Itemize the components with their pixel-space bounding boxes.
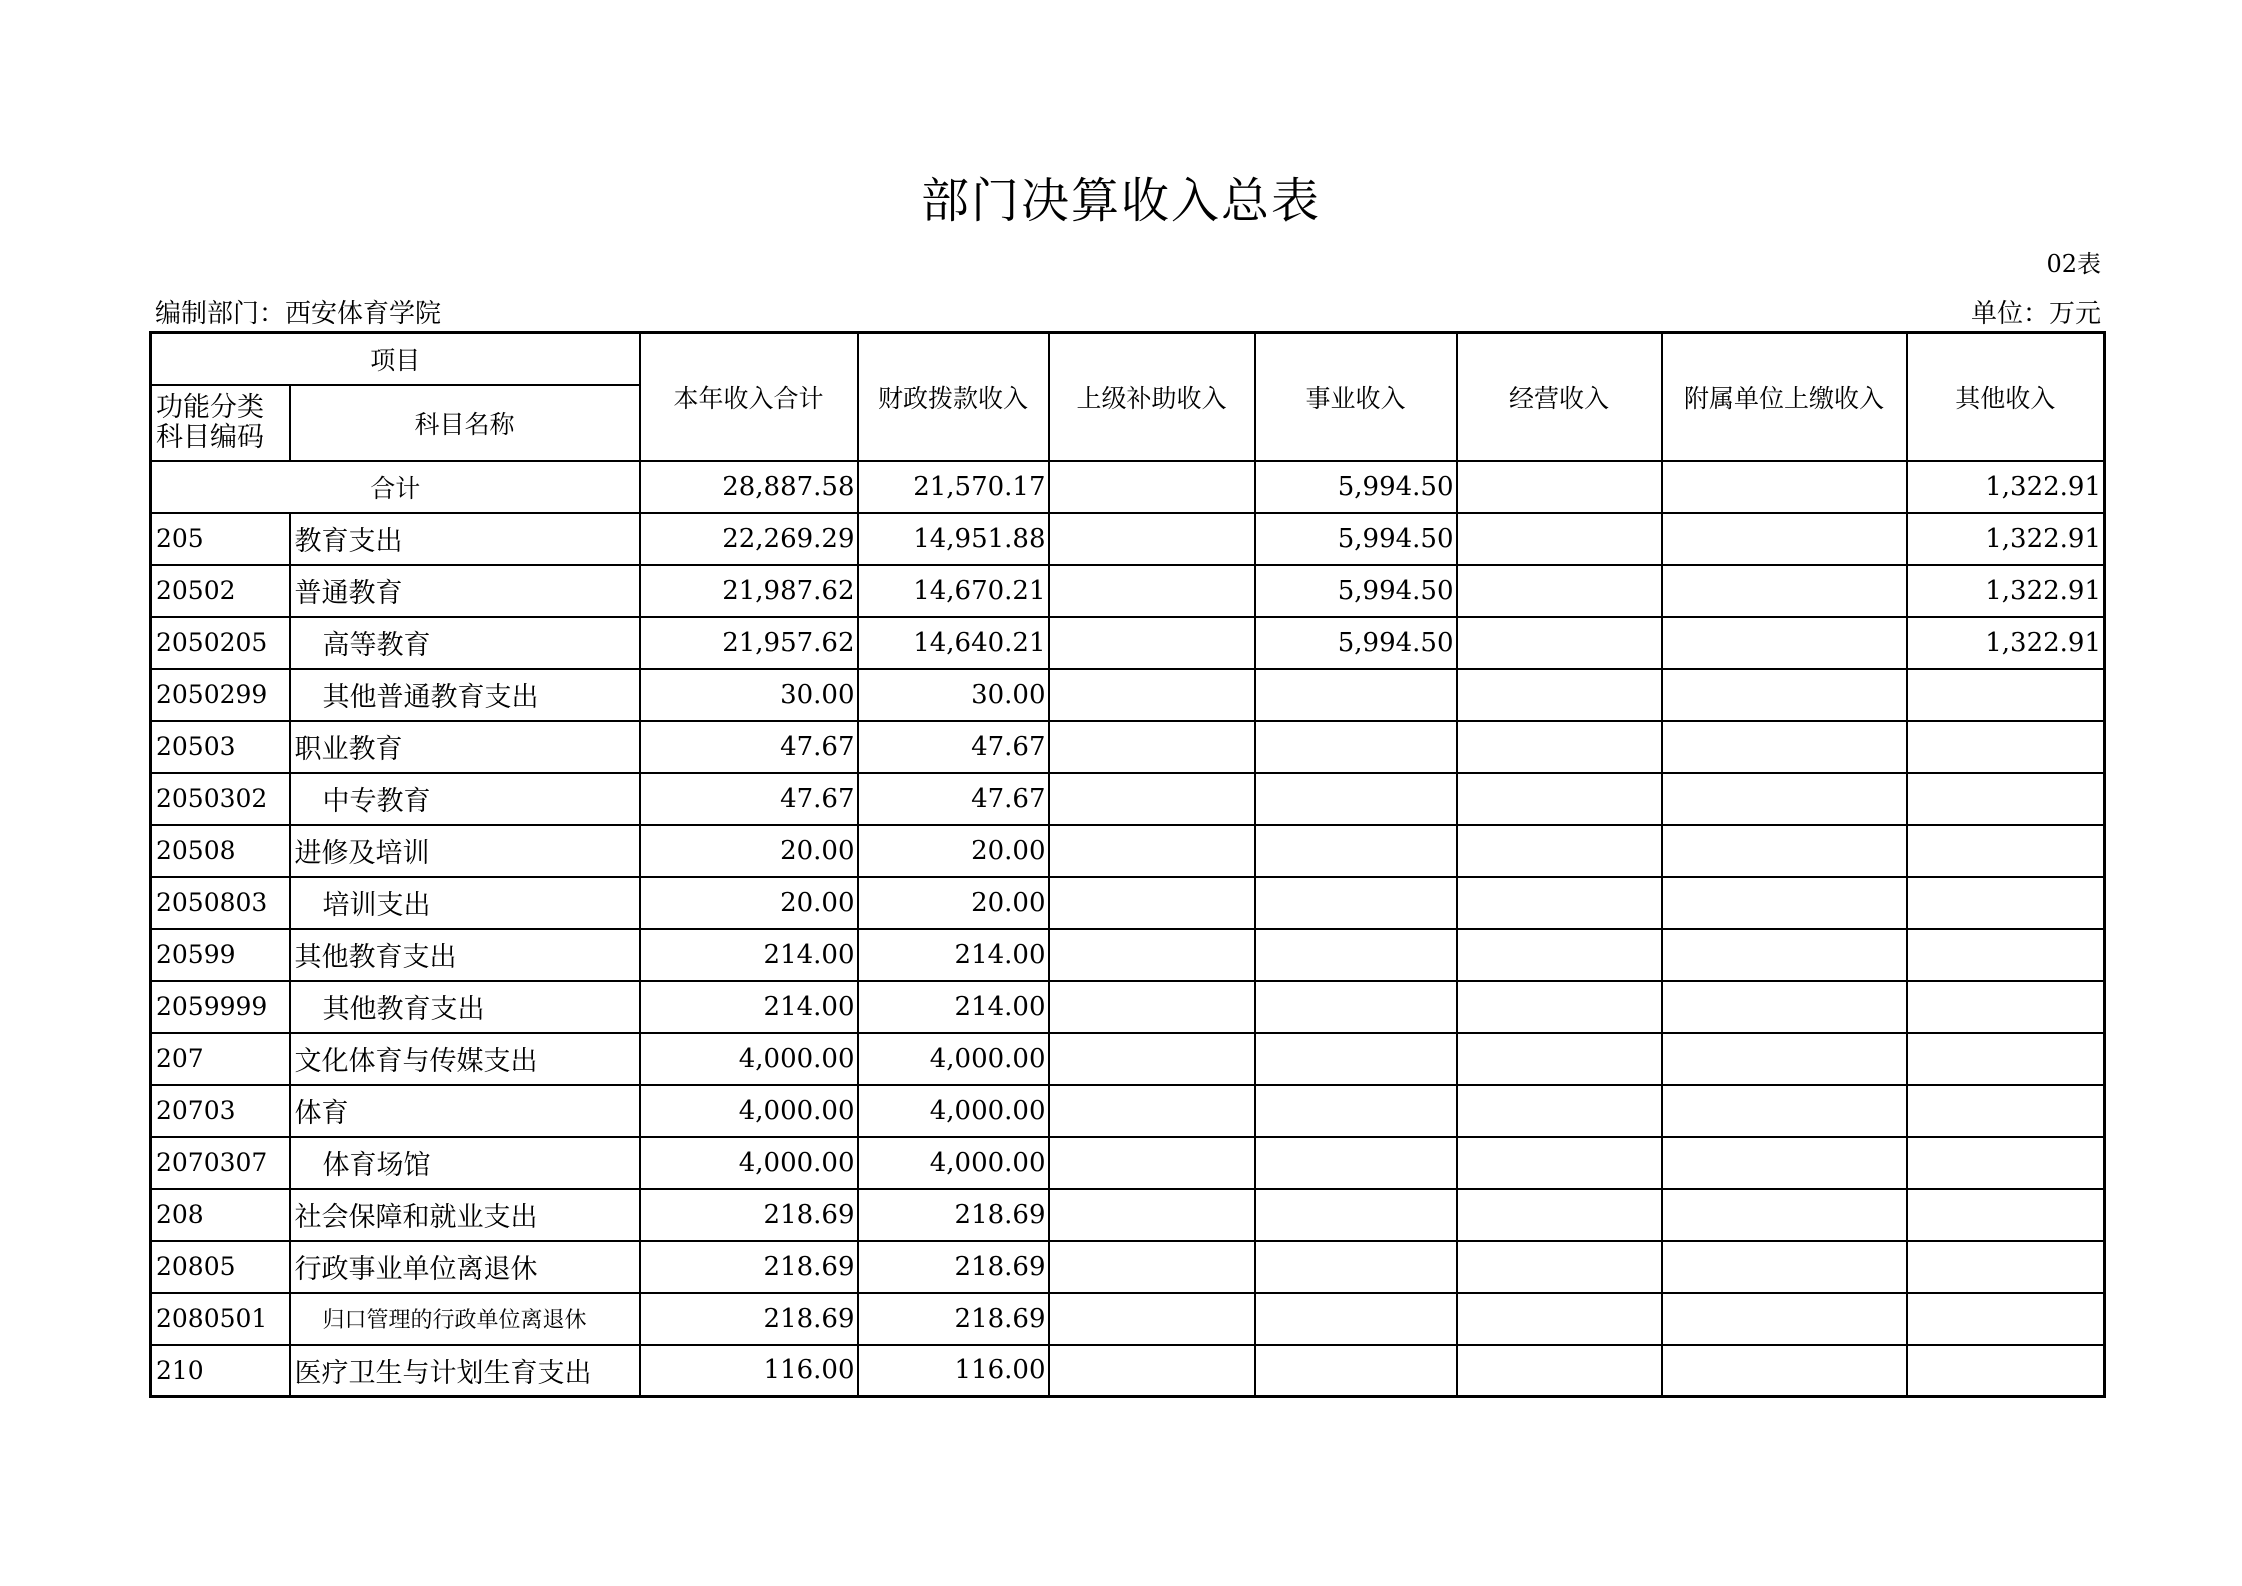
subject-name: 进修及培训 xyxy=(290,825,640,877)
cell-operating xyxy=(1457,877,1662,929)
header-superior: 上级补助收入 xyxy=(1049,333,1255,461)
cell-fiscal: 214.00 xyxy=(858,981,1049,1033)
cell-total: 218.69 xyxy=(640,1189,858,1241)
header-other: 其他收入 xyxy=(1907,333,2105,461)
subject-code: 207 xyxy=(151,1033,290,1085)
unit-label: 单位：万元 xyxy=(1970,299,2101,329)
table-row xyxy=(151,1293,2105,1345)
cell-fiscal: 14,670.21 xyxy=(858,565,1049,617)
table-row xyxy=(151,773,2105,825)
header-item: 项目 xyxy=(151,333,640,385)
cell-operating xyxy=(1457,1293,1662,1345)
cell-other xyxy=(1907,1033,2105,1085)
cell-superior xyxy=(1049,825,1255,877)
cell-other: 1,322.91 xyxy=(1907,617,2105,669)
subject-name: 行政事业单位离退休 xyxy=(290,1241,640,1293)
cell-superior xyxy=(1049,721,1255,773)
table-row xyxy=(151,565,2105,617)
sum-row xyxy=(151,461,2105,513)
cell-affiliated xyxy=(1662,721,1907,773)
cell-business xyxy=(1255,721,1457,773)
cell-business xyxy=(1255,929,1457,981)
cell-affiliated xyxy=(1662,929,1907,981)
cell-operating xyxy=(1457,565,1662,617)
cell-total: 116.00 xyxy=(640,1345,858,1397)
cell-total: 214.00 xyxy=(640,929,858,981)
subject-code: 20599 xyxy=(151,929,290,981)
header-func-code xyxy=(151,385,290,461)
header-business: 事业收入 xyxy=(1255,333,1457,461)
cell-affiliated xyxy=(1662,1085,1907,1137)
cell-fiscal: 20.00 xyxy=(858,877,1049,929)
cell-business xyxy=(1255,1345,1457,1397)
cell-other xyxy=(1907,825,2105,877)
subject-name: 文化体育与传媒支出 xyxy=(290,1033,640,1085)
cell-affiliated xyxy=(1662,1137,1907,1189)
cell-fiscal: 47.67 xyxy=(858,721,1049,773)
cell-superior xyxy=(1049,929,1255,981)
cell-operating xyxy=(1457,1033,1662,1085)
subject-code: 2050803 xyxy=(151,877,290,929)
cell-other xyxy=(1907,1085,2105,1137)
cell-total: 47.67 xyxy=(640,721,858,773)
cell-fiscal: 47.67 xyxy=(858,773,1049,825)
subject-code: 2050302 xyxy=(151,773,290,825)
subject-name: 体育 xyxy=(290,1085,640,1137)
header-operating: 经营收入 xyxy=(1457,333,1662,461)
subject-code: 210 xyxy=(151,1345,290,1397)
table-row xyxy=(151,1345,2105,1397)
subject-name: 其他教育支出 xyxy=(290,981,640,1033)
table-row xyxy=(151,1189,2105,1241)
cell-superior xyxy=(1049,1085,1255,1137)
table-row xyxy=(151,877,2105,929)
subject-name: 体育场馆 xyxy=(290,1137,640,1189)
cell-affiliated xyxy=(1662,1241,1907,1293)
subject-name: 其他教育支出 xyxy=(290,929,640,981)
cell-superior xyxy=(1049,1293,1255,1345)
cell-fiscal: 214.00 xyxy=(858,929,1049,981)
table-row xyxy=(151,981,2105,1033)
cell-operating xyxy=(1457,929,1662,981)
cell-other xyxy=(1907,877,2105,929)
cell-superior xyxy=(1049,877,1255,929)
cell-total: 21,987.62 xyxy=(640,565,858,617)
cell-operating xyxy=(1457,981,1662,1033)
sum-affiliated xyxy=(1662,461,1907,513)
cell-superior xyxy=(1049,565,1255,617)
header-func-code-line1: 功能分类 xyxy=(156,391,264,423)
cell-fiscal: 30.00 xyxy=(858,669,1049,721)
cell-other xyxy=(1907,721,2105,773)
sum-fiscal: 21,570.17 xyxy=(858,461,1049,513)
cell-operating xyxy=(1457,773,1662,825)
cell-superior xyxy=(1049,773,1255,825)
cell-superior xyxy=(1049,1033,1255,1085)
cell-fiscal: 4,000.00 xyxy=(858,1085,1049,1137)
table-row xyxy=(151,617,2105,669)
subject-code: 2059999 xyxy=(151,981,290,1033)
sum-label: 合计 xyxy=(151,461,640,513)
cell-fiscal: 218.69 xyxy=(858,1189,1049,1241)
cell-business xyxy=(1255,1085,1457,1137)
cell-operating xyxy=(1457,1345,1662,1397)
cell-business xyxy=(1255,1137,1457,1189)
cell-fiscal: 20.00 xyxy=(858,825,1049,877)
subject-name: 医疗卫生与计划生育支出 xyxy=(290,1345,640,1397)
subject-code: 2070307 xyxy=(151,1137,290,1189)
cell-superior xyxy=(1049,513,1255,565)
cell-superior xyxy=(1049,1137,1255,1189)
cell-affiliated xyxy=(1662,1293,1907,1345)
table-row xyxy=(151,1137,2105,1189)
cell-operating xyxy=(1457,721,1662,773)
cell-other xyxy=(1907,1137,2105,1189)
table-row xyxy=(151,825,2105,877)
subject-name: 归口管理的行政单位离退休 xyxy=(290,1293,640,1345)
header-fiscal: 财政拨款收入 xyxy=(858,333,1049,461)
cell-fiscal: 4,000.00 xyxy=(858,1137,1049,1189)
cell-business: 5,994.50 xyxy=(1255,565,1457,617)
cell-fiscal: 218.69 xyxy=(858,1241,1049,1293)
subject-name: 其他普通教育支出 xyxy=(290,669,640,721)
cell-business xyxy=(1255,669,1457,721)
subject-name: 教育支出 xyxy=(290,513,640,565)
cell-operating xyxy=(1457,513,1662,565)
subject-code: 2050299 xyxy=(151,669,290,721)
cell-superior xyxy=(1049,617,1255,669)
cell-total: 218.69 xyxy=(640,1293,858,1345)
cell-operating xyxy=(1457,669,1662,721)
cell-superior xyxy=(1049,1345,1255,1397)
header-row-1 xyxy=(151,333,2105,385)
header-func-code-line2: 科目编码 xyxy=(156,421,264,453)
cell-fiscal: 14,951.88 xyxy=(858,513,1049,565)
cell-affiliated xyxy=(1662,825,1907,877)
subject-name: 社会保障和就业支出 xyxy=(290,1189,640,1241)
subject-name: 培训支出 xyxy=(290,877,640,929)
cell-affiliated xyxy=(1662,773,1907,825)
cell-operating xyxy=(1457,1241,1662,1293)
cell-other xyxy=(1907,773,2105,825)
cell-total: 21,957.62 xyxy=(640,617,858,669)
cell-total: 20.00 xyxy=(640,825,858,877)
table-row xyxy=(151,929,2105,981)
cell-total: 4,000.00 xyxy=(640,1033,858,1085)
subject-code: 2080501 xyxy=(151,1293,290,1345)
cell-affiliated xyxy=(1662,877,1907,929)
cell-operating xyxy=(1457,1085,1662,1137)
cell-affiliated xyxy=(1662,513,1907,565)
cell-total: 47.67 xyxy=(640,773,858,825)
cell-other xyxy=(1907,981,2105,1033)
header-total-income: 本年收入合计 xyxy=(640,333,858,461)
table-row xyxy=(151,513,2105,565)
subject-code: 205 xyxy=(151,513,290,565)
cell-business xyxy=(1255,1189,1457,1241)
cell-business: 5,994.50 xyxy=(1255,617,1457,669)
cell-other xyxy=(1907,929,2105,981)
table-row xyxy=(151,1241,2105,1293)
cell-total: 218.69 xyxy=(640,1241,858,1293)
cell-business xyxy=(1255,981,1457,1033)
cell-operating xyxy=(1457,1189,1662,1241)
cell-affiliated xyxy=(1662,669,1907,721)
cell-business xyxy=(1255,877,1457,929)
department-label: 编制部门：西安体育学院 xyxy=(155,299,442,329)
cell-total: 30.00 xyxy=(640,669,858,721)
cell-affiliated xyxy=(1662,981,1907,1033)
cell-other xyxy=(1907,1345,2105,1397)
cell-total: 20.00 xyxy=(640,877,858,929)
cell-business xyxy=(1255,1293,1457,1345)
cell-other xyxy=(1907,1293,2105,1345)
cell-affiliated xyxy=(1662,1345,1907,1397)
cell-other xyxy=(1907,669,2105,721)
table-row xyxy=(151,1085,2105,1137)
table-row xyxy=(151,1033,2105,1085)
subject-code: 20503 xyxy=(151,721,290,773)
page-title: 部门决算收入总表 xyxy=(920,173,1321,229)
cell-other: 1,322.91 xyxy=(1907,565,2105,617)
income-summary-table xyxy=(149,331,2106,1398)
subject-name: 中专教育 xyxy=(290,773,640,825)
subject-code: 20703 xyxy=(151,1085,290,1137)
cell-business xyxy=(1255,1033,1457,1085)
cell-affiliated xyxy=(1662,565,1907,617)
cell-affiliated xyxy=(1662,1189,1907,1241)
cell-superior xyxy=(1049,669,1255,721)
cell-operating xyxy=(1457,617,1662,669)
cell-business xyxy=(1255,1241,1457,1293)
subject-name: 职业教育 xyxy=(290,721,640,773)
subject-name: 高等教育 xyxy=(290,617,640,669)
cell-affiliated xyxy=(1662,617,1907,669)
subject-code: 20805 xyxy=(151,1241,290,1293)
cell-fiscal: 116.00 xyxy=(858,1345,1049,1397)
cell-total: 214.00 xyxy=(640,981,858,1033)
sum-other: 1,322.91 xyxy=(1907,461,2105,513)
cell-superior xyxy=(1049,981,1255,1033)
cell-fiscal: 4,000.00 xyxy=(858,1033,1049,1085)
subject-code: 2050205 xyxy=(151,617,290,669)
cell-total: 4,000.00 xyxy=(640,1137,858,1189)
cell-superior xyxy=(1049,1189,1255,1241)
table-row xyxy=(151,721,2105,773)
cell-business xyxy=(1255,773,1457,825)
table-row xyxy=(151,669,2105,721)
cell-fiscal: 14,640.21 xyxy=(858,617,1049,669)
cell-business xyxy=(1255,825,1457,877)
cell-total: 4,000.00 xyxy=(640,1085,858,1137)
sum-business: 5,994.50 xyxy=(1255,461,1457,513)
cell-superior xyxy=(1049,1241,1255,1293)
subject-code: 20508 xyxy=(151,825,290,877)
cell-other: 1,322.91 xyxy=(1907,513,2105,565)
cell-other xyxy=(1907,1189,2105,1241)
cell-fiscal: 218.69 xyxy=(858,1293,1049,1345)
cell-total: 22,269.29 xyxy=(640,513,858,565)
header-subject-name: 科目名称 xyxy=(290,385,640,461)
cell-business: 5,994.50 xyxy=(1255,513,1457,565)
sum-total: 28,887.58 xyxy=(640,461,858,513)
cell-operating xyxy=(1457,1137,1662,1189)
header-affiliated: 附属单位上缴收入 xyxy=(1662,333,1907,461)
cell-operating xyxy=(1457,825,1662,877)
subject-code: 208 xyxy=(151,1189,290,1241)
sum-operating xyxy=(1457,461,1662,513)
subject-code: 20502 xyxy=(151,565,290,617)
form-number: 02表 xyxy=(2046,250,2101,278)
sum-superior xyxy=(1049,461,1255,513)
cell-affiliated xyxy=(1662,1033,1907,1085)
subject-name: 普通教育 xyxy=(290,565,640,617)
cell-other xyxy=(1907,1241,2105,1293)
